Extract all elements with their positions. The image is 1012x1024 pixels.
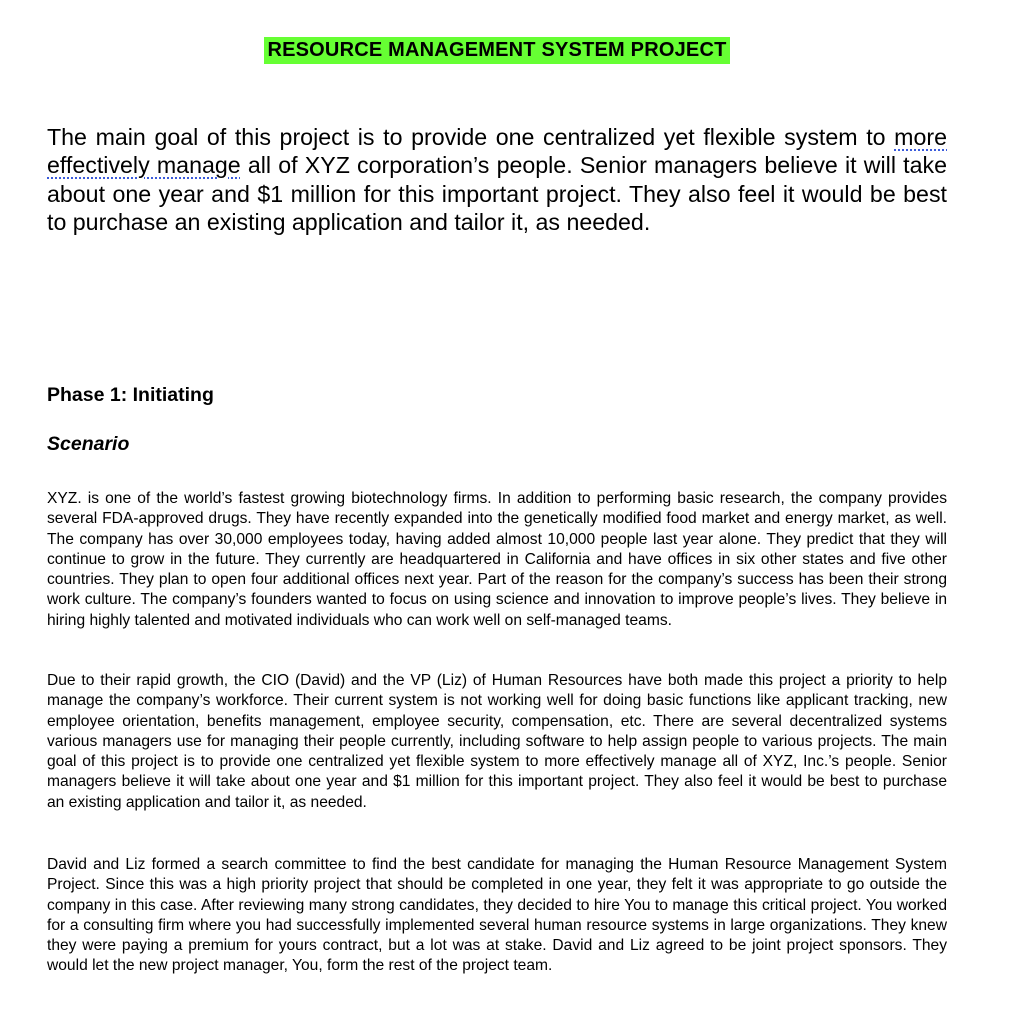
scenario-heading: Scenario [47,433,130,455]
lead-paragraph [47,123,947,237]
document-title: RESOURCE MANAGEMENT SYSTEM PROJECT [264,37,729,64]
scenario-paragraph-project-priority: Due to their rapid growth, the CIO (David) and the VP (Liz) of Human Resources have both made this project a priority to help manage the company’s workforce. Their current system is not working well for doing basic functions like applicant tracking, new employee orientation, benefits management, employee security, compensation, etc. There are several decentralized systems various managers use for managing their people currently, including software to help assign people to various projects. The main goal of this project is to provide one centralized yet flexible system to more effectively manage all of XYZ, Inc.’s people. Senior managers believe it will take about one year and $1 million for this important project. They also feel it would be best to purchase an existing application and tailor it, as needed. [47,672,947,811]
lead-text-end: all of XYZ corporation’s people. Senior managers believe it will take about one year and $1 million for this important project. They also feel it would be best to purchase an existing application and tailor it, as needed. [47,152,948,236]
phase-heading: Phase 1: Initiating [47,384,214,406]
grammar-flagged-phrase[interactable]: more effectively manage [47,124,947,179]
lead-text-start: The main goal of this project is to provide one centralized yet flexible system to [47,124,895,150]
title-container [47,37,947,64]
scenario-paragraph-search-committee: David and Liz formed a search committee to find the best candidate for managing the Human Resource Management System Project. Since this was a high priority project that should be completed in one year, they felt it was appropriate to go outside the company in this case. After reviewing many strong candidates, they decided to hire You to manage this critical project. You worked for a consulting firm where you had successfully implemented several human resource systems in large organizations. They knew they were paying a premium for yours contract, but a lot was at stake. David and Liz agreed to be joint project sponsors. They would let the new project manager, You, form the rest of the project team. [47,856,947,975]
scenario-paragraph-company: XYZ. is one of the world’s fastest growing biotechnology firms. In addition to performing basic research, the company provides several FDA-approved drugs. They have recently expanded into the genetically modified food market and energy market, as well. The company has over 30,000 employees today, having added almost 10,000 people last year alone. They predict that they will continue to grow in the future. They currently are headquartered in California and have offices in six other states and five other countries. They plan to open four additional offices next year. Part of the reason for the company’s success has been their strong work culture. The company’s founders wanted to focus on using science and innovation to improve people’s lives. They believe in hiring highly talented and motivated individuals who can work well on self-managed teams. [47,490,947,629]
